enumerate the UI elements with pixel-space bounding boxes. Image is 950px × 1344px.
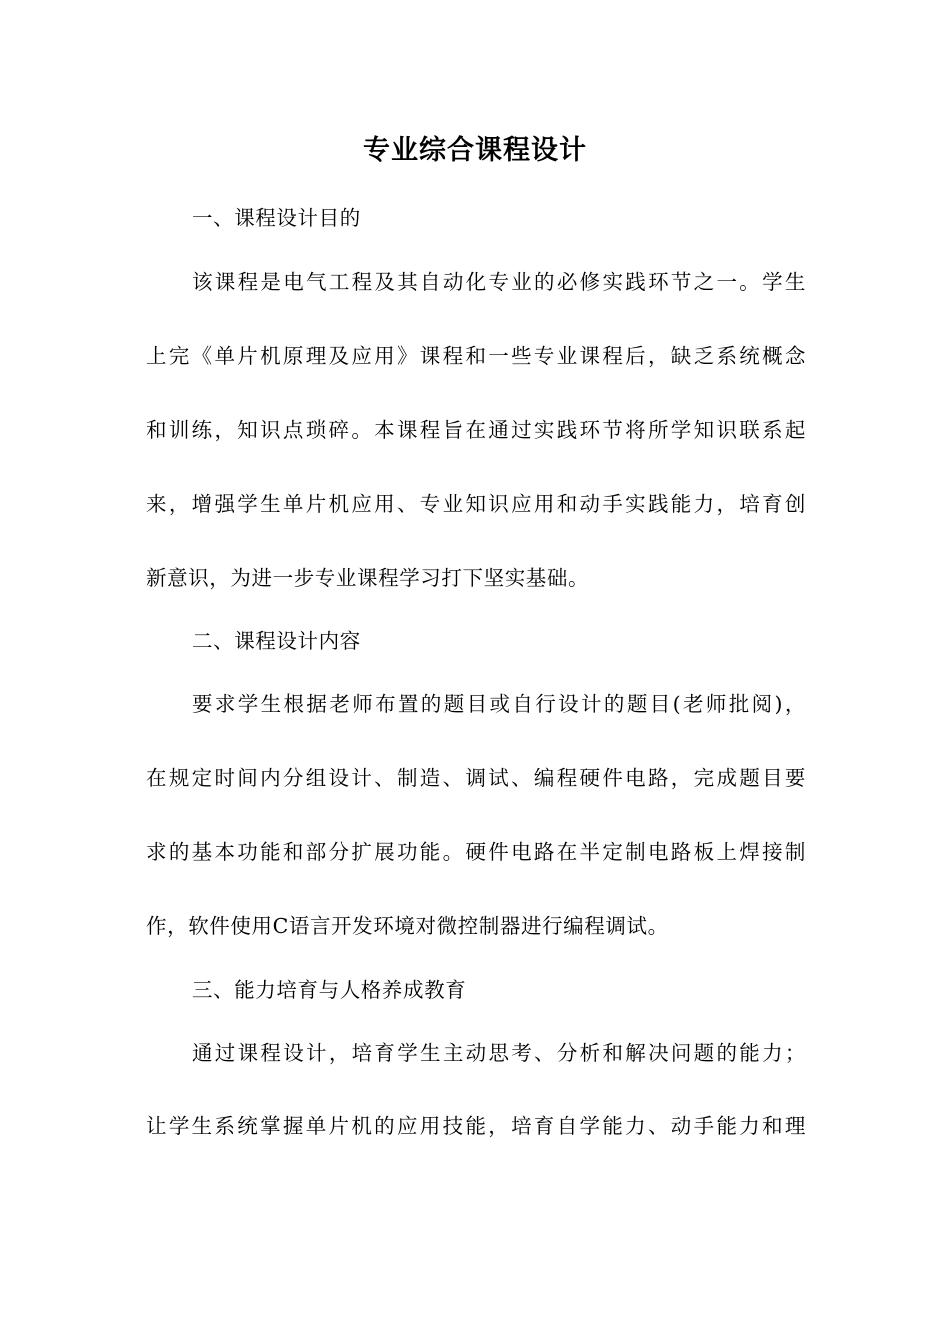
paragraph-line: 上完《单片机原理及应用》课程和一些专业课程后，缺乏系统概念 xyxy=(146,344,806,368)
paragraph-line: 作，软件使用C语言开发环境对微控制器进行编程调试。 xyxy=(146,914,669,938)
paragraph-line: 该课程是电气工程及其自动化专业的必修实践环节之一。学生 xyxy=(192,270,806,294)
section-heading-2: 二、课程设计内容 xyxy=(192,629,361,653)
paragraph-line: 来，增强学生单片机应用、专业知识应用和动手实践能力，培育创 xyxy=(146,492,806,516)
paragraph-line: 在规定时间内分组设计、制造、调试、编程硬件电路，完成题目要 xyxy=(146,766,806,790)
paragraph-line: 新意识，为进一步专业课程学习打下坚实基础。 xyxy=(146,566,590,590)
section-heading-3: 三、能力培育与人格养成教育 xyxy=(192,978,467,1002)
paragraph-line: 让学生系统掌握单片机的应用技能，培育自学能力、动手能力和理 xyxy=(146,1114,806,1138)
paragraph-line: 和训练，知识点琐碎。本课程旨在通过实践环节将所学知识联系起 xyxy=(146,418,806,442)
section-heading-1: 一、课程设计目的 xyxy=(192,206,361,230)
paragraph-line: 通过课程设计，培育学生主动思考、分析和解决问题的能力； xyxy=(192,1041,806,1065)
paragraph-line: 求的基本功能和部分扩展功能。硬件电路在半定制电路板上焊接制 xyxy=(146,840,806,864)
paragraph-line: 要求学生根据老师布置的题目或自行设计的题目(老师批阅)， xyxy=(192,692,806,716)
document-title: 专业综合课程设计 xyxy=(363,135,587,166)
